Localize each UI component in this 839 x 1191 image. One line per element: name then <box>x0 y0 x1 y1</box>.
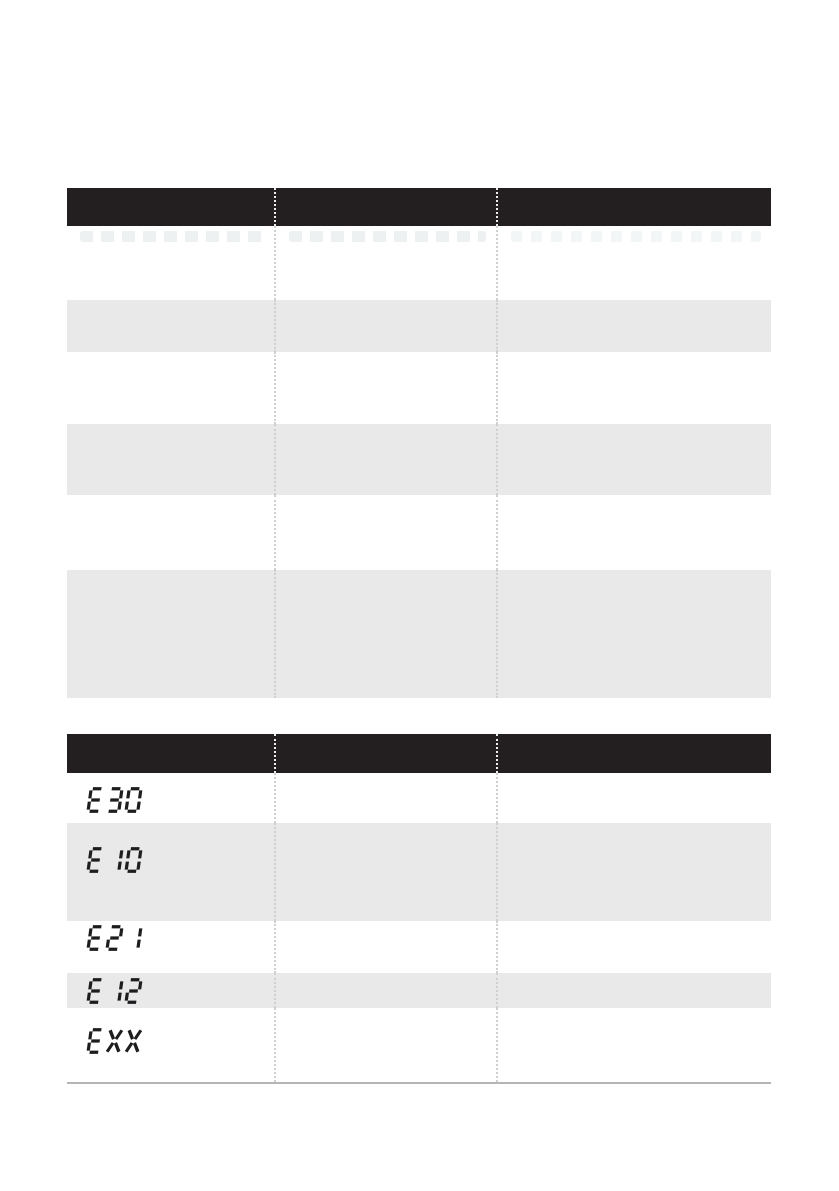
table-cell <box>67 823 274 921</box>
table-cell <box>274 226 496 300</box>
table-cell <box>274 921 496 973</box>
table-cell <box>67 570 274 698</box>
table2-body <box>67 773 771 1082</box>
table-cell <box>496 823 771 921</box>
table-cell <box>67 773 274 823</box>
table-cell <box>496 300 771 352</box>
table-cell <box>274 1008 496 1082</box>
table-row <box>67 921 771 973</box>
table1-header-col3 <box>496 188 771 226</box>
table-row <box>67 424 771 495</box>
table-cell <box>67 495 274 570</box>
error-code-table <box>67 734 771 1084</box>
table1-body <box>67 226 771 698</box>
table-row <box>67 495 771 570</box>
table1-header-col2 <box>274 188 496 226</box>
error-code-display-exx <box>86 1028 143 1054</box>
error-code-display-e21 <box>86 925 143 951</box>
table-cell <box>496 973 771 1008</box>
table-cell <box>496 226 771 300</box>
table-cell <box>274 570 496 698</box>
table1-header-row <box>67 188 771 226</box>
table-cell <box>496 570 771 698</box>
table-row <box>67 352 771 424</box>
table-cell <box>274 424 496 495</box>
error-code-display-e12 <box>86 978 143 1004</box>
table-row <box>67 823 771 921</box>
table-cell <box>67 1008 274 1082</box>
table-cell <box>274 823 496 921</box>
table-row <box>67 773 771 823</box>
table-cell <box>67 226 274 300</box>
table-cell <box>496 495 771 570</box>
ghost-text-artifact <box>80 231 264 242</box>
table-cell <box>496 921 771 973</box>
table-cell <box>274 495 496 570</box>
table-row <box>67 570 771 698</box>
table-row <box>67 300 771 352</box>
table-cell <box>496 1008 771 1082</box>
table-cell <box>274 973 496 1008</box>
ghost-text-artifact <box>511 231 761 242</box>
table2-header-row <box>67 734 771 773</box>
table-cell <box>67 921 274 973</box>
fault-table-upper <box>67 188 771 698</box>
table-cell <box>274 352 496 424</box>
table-cell <box>67 300 274 352</box>
table-cell <box>274 300 496 352</box>
table2-header-col2 <box>274 734 496 773</box>
table-cell <box>496 773 771 823</box>
table2-header-col1 <box>67 734 274 773</box>
table-cell <box>67 352 274 424</box>
table-cell <box>496 352 771 424</box>
table-row <box>67 973 771 1008</box>
error-code-display-e10 <box>86 847 143 873</box>
table2-header-col3 <box>496 734 771 773</box>
ghost-text-artifact <box>289 231 486 242</box>
table1-header-col1 <box>67 188 274 226</box>
table-row <box>67 226 771 300</box>
table-cell <box>274 773 496 823</box>
table-cell <box>67 424 274 495</box>
error-code-display-e30 <box>86 787 143 813</box>
table-row <box>67 1008 771 1082</box>
table-cell <box>67 973 274 1008</box>
table-cell <box>496 424 771 495</box>
